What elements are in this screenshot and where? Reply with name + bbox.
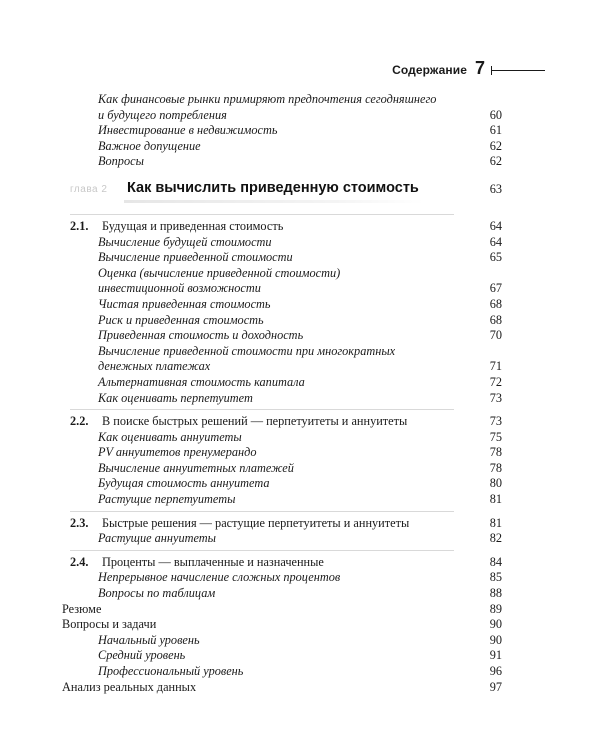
toc-entry: Важное допущение 62	[98, 138, 502, 153]
toc-entry: денежных платежах 71	[98, 359, 502, 374]
toc-entry: Инвестирование в недвижимость 61	[98, 123, 502, 138]
toc-entry: и будущего потребления 60	[98, 107, 502, 122]
toc-entry: Вычисление приведенной стоимости 65	[98, 250, 502, 265]
section-heading: 2.4. Проценты — выплаченные и назначенные 84	[70, 554, 502, 569]
chapter-label: глава 2	[70, 183, 108, 195]
toc-entry: Будущая стоимость аннуитета 80	[98, 476, 502, 491]
toc-entry: Вычисление аннуитетных платежей 78	[98, 460, 502, 475]
section-heading: 2.3. Быстрые решения — растущие перпетуитеты и аннуитеты 81	[70, 515, 502, 530]
chapter-title-underline	[124, 200, 424, 203]
header-title: Содержание	[392, 63, 467, 77]
toc-entry: Как оценивать аннуитеты 75	[98, 429, 502, 444]
toc-entry: Вычисление приведенной стоимости при многократных	[98, 343, 396, 358]
section-divider	[62, 211, 502, 219]
toc-entry: Растущие перпетуитеты 81	[98, 492, 502, 507]
toc-entry: инвестиционной возможности 67	[98, 281, 502, 296]
toc-entry: Вопросы 62	[98, 154, 502, 169]
toc-entry-summary: Резюме 89	[62, 601, 502, 616]
toc-entry: Оценка (вычисление приведенной стоимости)	[98, 265, 341, 280]
toc-entry: Растущие аннуитеты 82	[98, 531, 502, 546]
toc-entry: Профессиональный уровень 96	[98, 664, 502, 678]
toc-entry-real-data: Анализ реальных данных 97	[62, 679, 502, 694]
toc-entry: Начальный уровень 90	[98, 632, 502, 647]
toc-entry: Вычисление будущей стоимости 64	[98, 234, 502, 249]
toc-entry: Средний уровень 91	[98, 648, 502, 663]
section-heading: 2.1. Будущая и приведенная стоимость 64	[70, 218, 502, 233]
chapter-title: Как вычислить приведенную стоимость	[127, 179, 419, 196]
toc-entry-questions: Вопросы и задачи 90	[62, 617, 502, 632]
running-header	[0, 60, 600, 84]
toc-entry: Чистая приведенная стоимость 68	[98, 296, 502, 311]
toc-entry: Приведенная стоимость и доходность 70	[98, 328, 502, 343]
header-rule	[491, 70, 545, 71]
header-page-number: 7	[475, 58, 486, 78]
toc-entry: Риск и приведенная стоимость 68	[98, 312, 502, 327]
toc-entry: Вопросы по таблицам 88	[98, 586, 502, 601]
toc-entry: Как финансовые рынки примиряют предпочтения сегодняшнего	[98, 92, 437, 106]
table-of-contents	[62, 92, 502, 695]
section-heading: 2.2. В поиске быстрых решений — перпетуитеты и аннуитеты 73	[70, 414, 502, 429]
toc-entry: Как оценивать перпетуитет 73	[98, 390, 502, 405]
chapter-heading	[62, 179, 502, 203]
section-divider	[62, 547, 502, 555]
toc-entry: PV аннуитетов пренумерандо 78	[98, 445, 502, 460]
toc-entry: Альтернативная стоимость капитала 72	[98, 374, 502, 389]
section-divider	[62, 406, 502, 414]
chapter-page: 63	[489, 181, 502, 196]
section-divider	[62, 508, 502, 516]
toc-entry: Непрерывное начисление сложных процентов 85	[98, 570, 502, 585]
